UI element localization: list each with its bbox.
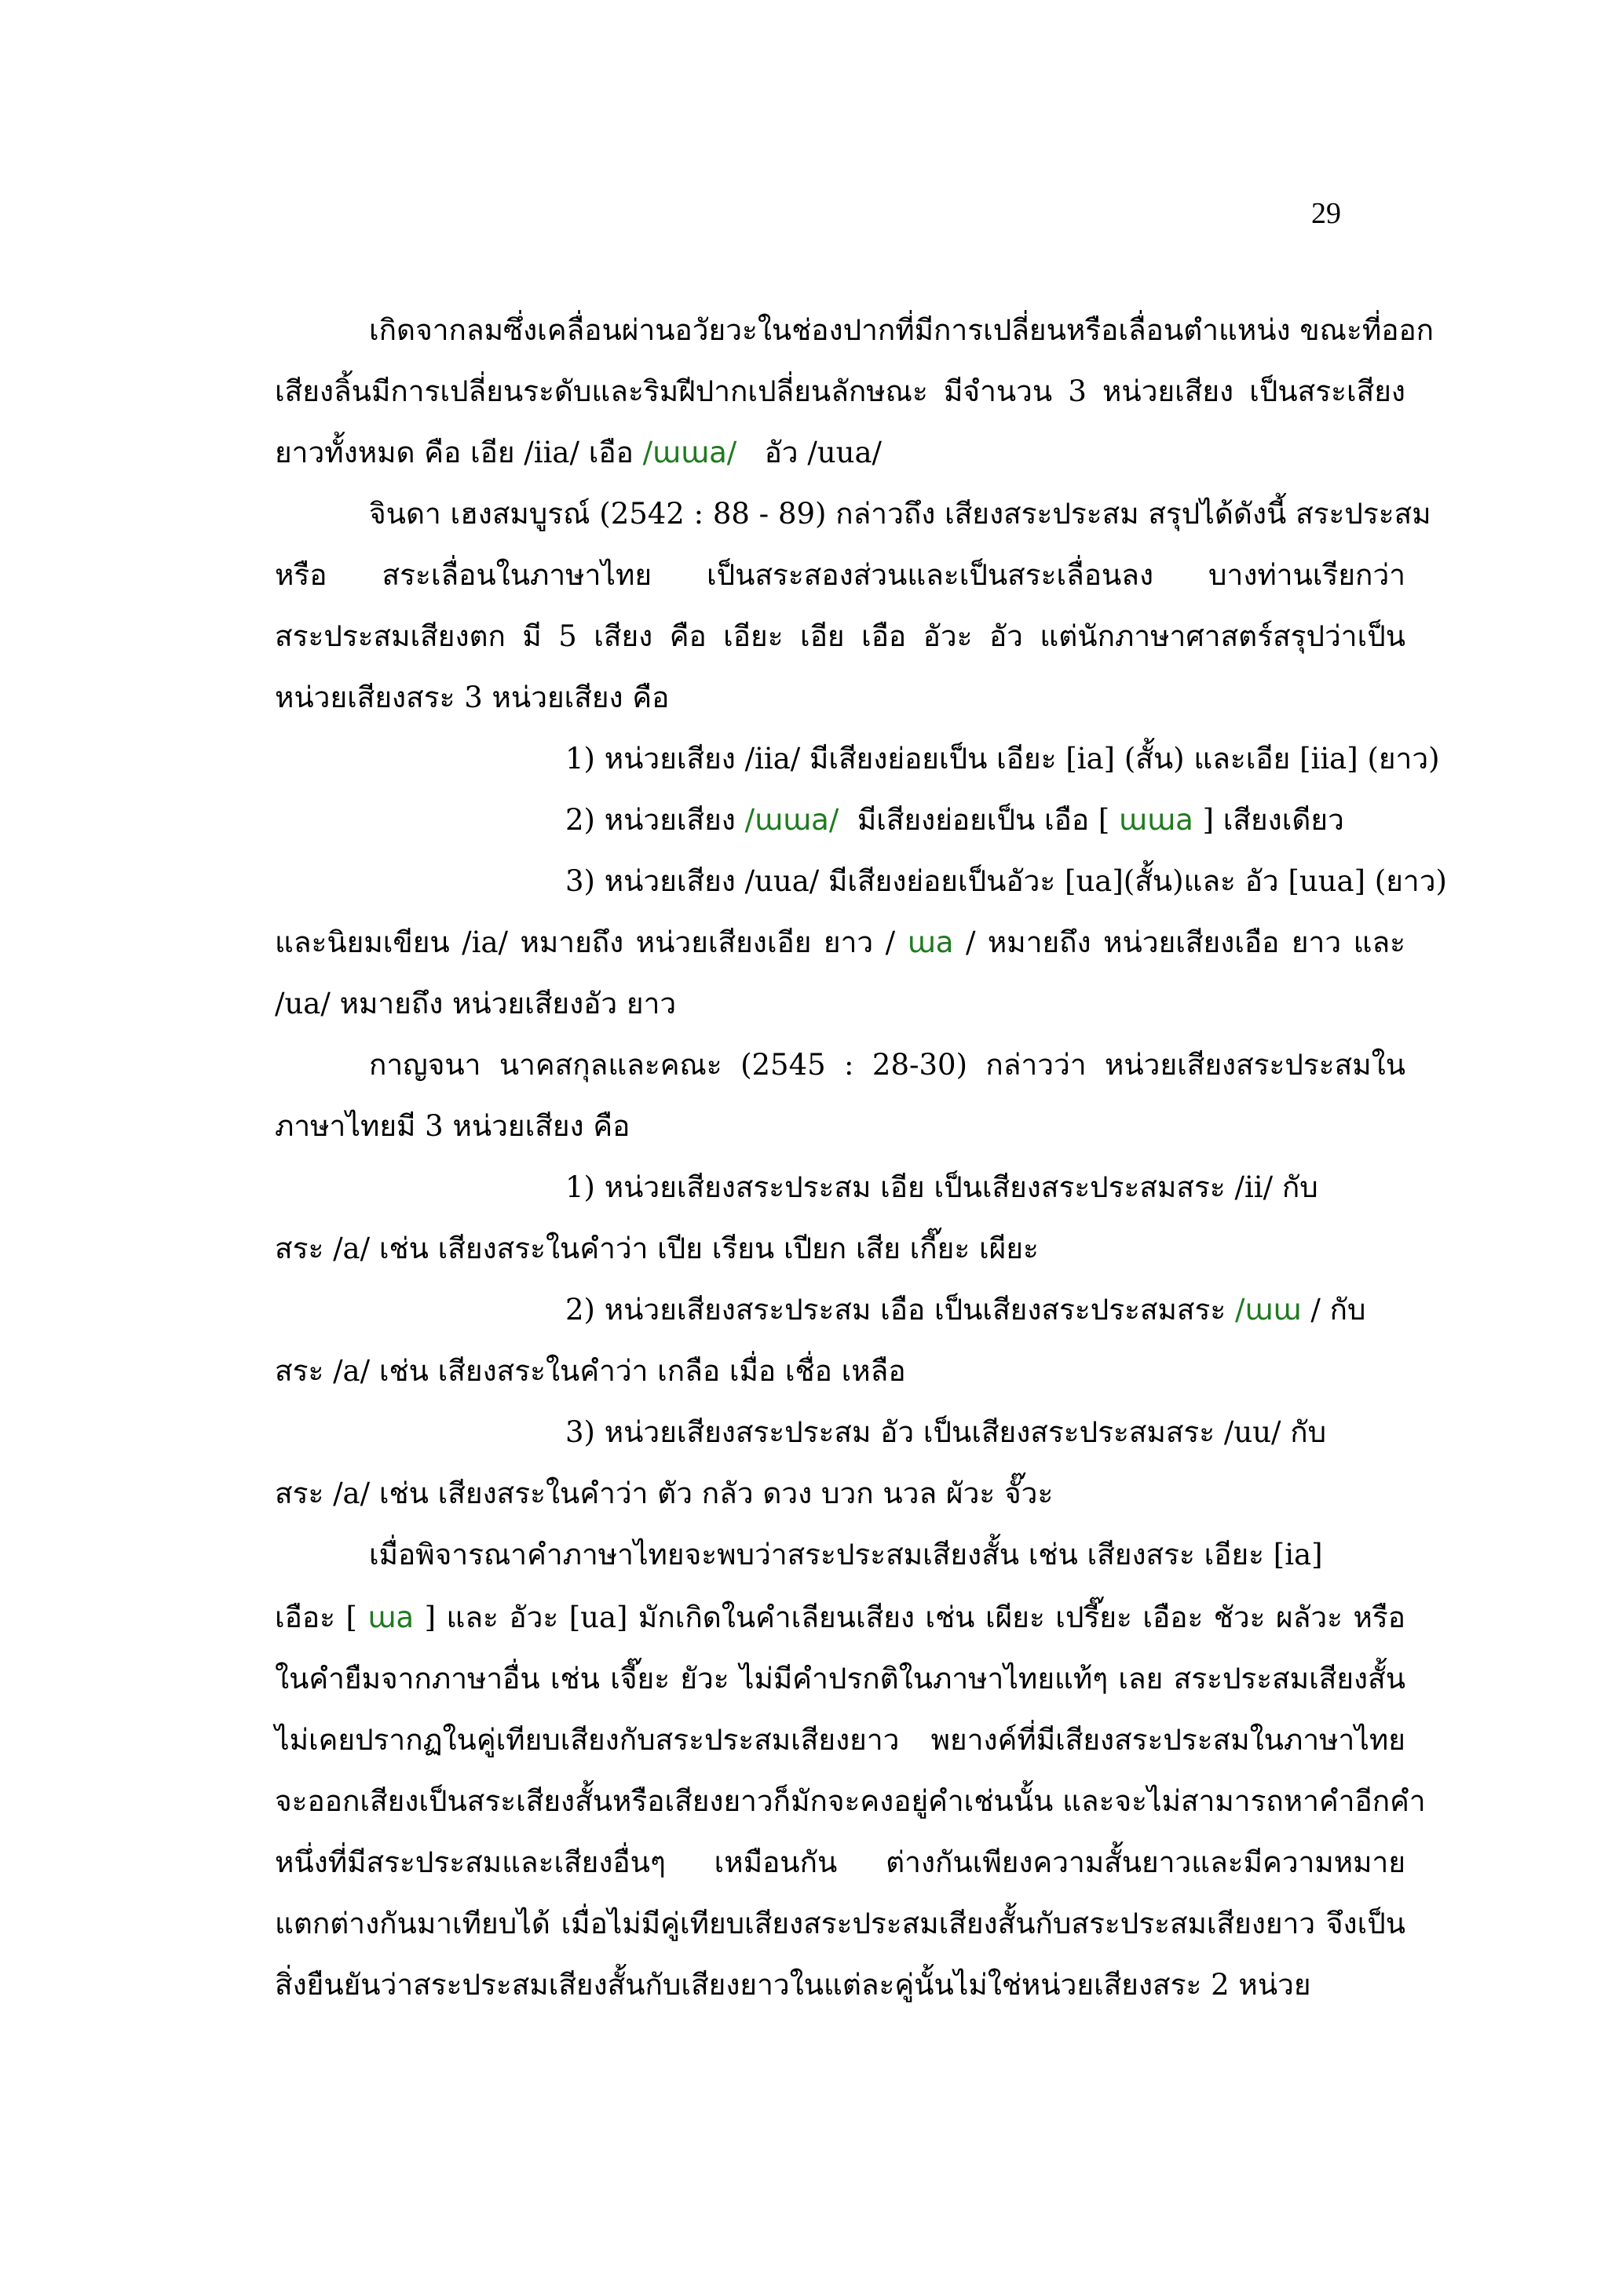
- list-item: [565, 1290, 1405, 1331]
- text-line: ในคำยืมจากภาษาอื่น เช่น เจี๊ยะ ยัวะ ไม่มีคำปรกติในภาษาไทยแท้ๆ เลย สระประสมเสียงสั้น: [275, 1662, 1405, 1696]
- text-segment: 2) หน่วยเสียงสระประสม เอือ เป็นเสียงสระประสมสระ: [565, 1293, 1226, 1327]
- text-line: สิ่งยืนยันว่าสระประสมเสียงสั้นกับเสียงยาวในแต่ละคู่นั้นไม่ใช่หน่วยเสียงสระ 2 หน่วย: [275, 1968, 1311, 2002]
- text-segment: 2) หน่วยเสียง: [565, 803, 736, 837]
- page-number: 29: [1311, 197, 1341, 230]
- list-item: 1) หน่วยเสียงสระประสม เอีย เป็นเสียงสระประสมสระ /ii/ กับ: [565, 1170, 1318, 1204]
- ipa-symbol: /ɯɯa/: [744, 803, 839, 837]
- text-line: สระ /a/ เช่น เสียงสระในคำว่า ตัว กลัว ดวง บวก นวล ผัวะ จั๊วะ: [275, 1477, 1054, 1510]
- text-segment: ] เสียงเดียว: [1202, 803, 1344, 837]
- text-line: จินดา เฮงสมบูรณ์ (2542 : 88 - 89) กล่าวถึง เสียงสระประสม สรุปได้ดังนี้ สระประสม: [369, 497, 1431, 531]
- list-item: 3) หน่วยเสียง /uua/ มีเสียงย่อยเป็นอัวะ [ua](สั้น)และ อัว [uua] (ยาว): [565, 864, 1447, 898]
- text-line: จะออกเสียงเป็นสระเสียงสั้นหรือเสียงยาวก็มักจะคงอยู่คำเช่นนั้น และจะไม่สามารถหาคำอีกคำ: [275, 1784, 1426, 1818]
- text-line: แตกต่างกันมาเทียบได้ เมื่อไม่มีคู่เทียบเสียงสระประสมเสียงสั้นกับสระประสมเสียงยาว จึงเป็น: [275, 1907, 1405, 1940]
- list-item: [565, 800, 1405, 841]
- text-line: หนึ่งที่มีสระประสมและเสียงอื่นๆ เหมือนกัน ต่างกันเพียงความสั้นยาวและมีความหมาย: [275, 1845, 1405, 1879]
- text-line: สระ /a/ เช่น เสียงสระในคำว่า เกลือ เมื่อ เชื่อ เหลือ: [275, 1354, 906, 1388]
- text-segment: ยาวทั้งหมด คือ เอีย /iia/ เอือ: [275, 436, 634, 469]
- text-segment: เอือะ [: [275, 1601, 357, 1634]
- ipa-symbol: /ɯɯ: [1235, 1293, 1302, 1327]
- text-segment: และนิยมเขียน /ia/ หมายถึง หน่วยเสียงเอีย ยาว /: [275, 925, 896, 959]
- text-line: [275, 433, 1405, 473]
- text-line: กาญจนา นาคสกุลและคณะ (2545 : 28-30) กล่าวว่า หน่วยเสียงสระประสมใน: [369, 1048, 1405, 1082]
- text-line: หน่วยเสียงสระ 3 หน่วยเสียง คือ: [275, 681, 670, 714]
- ipa-symbol: /ɯɯa/: [642, 436, 737, 469]
- text-segment: / หมายถึง หน่วยเสียงเอือ ยาว และ: [965, 925, 1406, 959]
- ipa-symbol: ɯɯa: [1119, 803, 1193, 837]
- list-item: 1) หน่วยเสียง /iia/ มีเสียงย่อยเป็น เอียะ [ia] (สั้น) และเอีย [iia] (ยาว): [565, 742, 1440, 776]
- text-line: ภาษาไทยมี 3 หน่วยเสียง คือ: [275, 1109, 630, 1143]
- text-line: หรือ สระเลื่อนในภาษาไทย เป็นสระสองส่วนและเป็นสระเลื่อนลง บางท่านเรียกว่า: [275, 558, 1405, 592]
- text-line: [275, 922, 1405, 963]
- ipa-symbol: ɯa: [907, 925, 954, 959]
- text-segment: ] และ อัวะ [ua] มักเกิดในคำเลียนเสียง เช่น เผียะ เปรี๊ยะ เอือะ ชัวะ ผลัวะ หรือ: [424, 1601, 1405, 1634]
- text-line: /ua/ หมายถึง หน่วยเสียงอัว ยาว: [275, 987, 677, 1020]
- text-segment: อัว /uua/: [764, 436, 882, 469]
- text-line: เสียงลิ้นมีการเปลี่ยนระดับและริมฝีปากเปลี่ยนลักษณะ มีจำนวน 3 หน่วยเสียง เป็นสระเสียง: [275, 374, 1405, 408]
- text-line: สระประสมเสียงตก มี 5 เสียง คือ เอียะ เอีย เอือ อัวะ อัว แต่นักภาษาศาสตร์สรุปว่าเป็น: [275, 619, 1405, 653]
- ipa-symbol: ɯa: [367, 1601, 415, 1634]
- text-line: เมื่อพิจารณาคำภาษาไทยจะพบว่าสระประสมเสียงสั้น เช่น เสียงสระ เอียะ [ia]: [369, 1538, 1323, 1571]
- list-item: 3) หน่วยเสียงสระประสม อัว เป็นเสียงสระประสมสระ /uu/ กับ: [565, 1415, 1327, 1449]
- text-line: เกิดจากลมซึ่งเคลื่อนผ่านอวัยวะในช่องปากที่มีการเปลี่ยนหรือเลื่อนตำแหน่ง ขณะที่ออก: [369, 313, 1434, 347]
- text-line: สระ /a/ เช่น เสียงสระในคำว่า เปีย เรียน เปียก เสีย เกี๊ยะ เผียะ: [275, 1232, 1039, 1265]
- text-segment: มีเสียงย่อยเป็น เอือ [: [857, 803, 1110, 837]
- text-line: [275, 1597, 1405, 1638]
- text-line: ไม่เคยปรากฏในคู่เทียบเสียงกับสระประสมเสียงยาว พยางค์ที่มีเสียงสระประสมในภาษาไทย: [275, 1723, 1405, 1757]
- text-segment: / กับ: [1310, 1293, 1366, 1327]
